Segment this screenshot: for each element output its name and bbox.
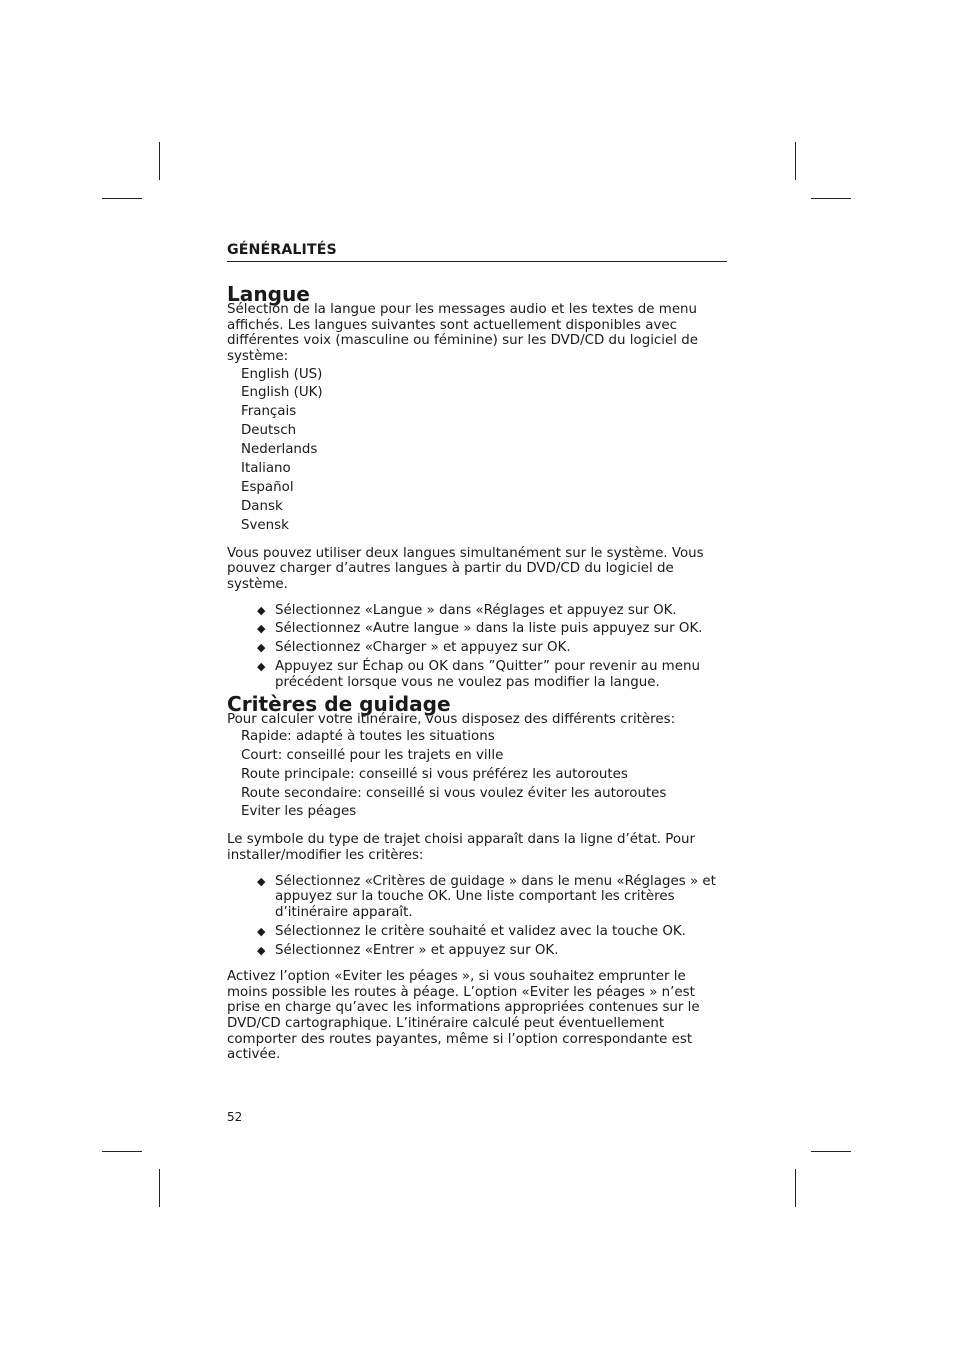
langue-intro: Sélection de la langue pour les messages audio et les textes de menu affichés. Les langues suivantes sont actuellement disponibles avec différentes voix (masculine ou féminine) sur les DVD/CD du logiciel de système: [227, 302, 698, 364]
criteres-steps [227, 874, 727, 959]
list-item: Italiano [241, 461, 291, 477]
list-item: Court: conseillé pour les trajets en ville [241, 747, 504, 763]
bullet-step-text: Sélectionnez «Critères de guidage » dans le menu «Réglages » et appuyez sur la touche OK. Une liste comportant les critères d’itinéraire apparaît. [275, 873, 716, 920]
page-number: 52 [227, 1110, 243, 1124]
list-item: Rapide: adapté à toutes les situations [241, 728, 495, 744]
section-heading-criteres: Critères de guidage [227, 691, 451, 716]
list-item: English (US) [241, 366, 323, 382]
diamond-bullet-icon: ◆ [257, 660, 266, 674]
bullet-step-text: Sélectionnez «Charger » et appuyez sur OK. [275, 640, 571, 656]
criteres-intro: Pour calculer votre itinéraire, vous disposez des différents critères: [227, 712, 676, 728]
bullet-step [257, 873, 727, 921]
list-item: Deutsch [241, 423, 297, 439]
list-item: Nederlands [241, 442, 318, 458]
page-title: GÉNÉRALITÉS [227, 243, 727, 262]
diamond-bullet-icon: ◆ [257, 603, 266, 617]
language-list [227, 366, 727, 536]
criteria-list [227, 728, 727, 823]
list-item: Route secondaire: conseillé si vous voulez éviter les autoroutes [241, 785, 667, 801]
crop-mark [159, 142, 160, 180]
list-item: Español [241, 480, 294, 495]
diamond-bullet-icon: ◆ [257, 622, 266, 636]
diamond-bullet-icon: ◆ [257, 943, 266, 957]
diamond-bullet-icon: ◆ [257, 874, 266, 888]
crop-mark [811, 198, 851, 199]
crop-mark [795, 1169, 796, 1207]
bullet-step [257, 923, 727, 940]
bullet-step-text: Sélectionnez «Autre langue » dans la liste puis appuyez sur OK. [275, 621, 703, 637]
bullet-step [257, 659, 727, 691]
criteres-closing: Activez l’option «Eviter les péages », si vous souhaitez emprunter le moins possible les routes à péage. L’option «Eviter les péages » n’est prise en charge qu’avec les informations appropriées contenues sur le DVD/CD cartographique. L’itinéraire calculé peut éventuellement comporter des routes payantes, même si l’option correspondante est activée. [227, 969, 700, 1063]
bullet-step [257, 640, 727, 656]
bullet-step-text: Sélectionnez le critère souhaité et validez avec la touche OK. [275, 923, 686, 939]
crop-mark [811, 1151, 851, 1152]
bullet-step [257, 602, 727, 619]
list-item: Svensk [241, 517, 289, 533]
crop-mark [159, 1169, 160, 1207]
section-heading-langue: Langue [227, 281, 310, 306]
list-item: English (UK) [241, 385, 323, 401]
list-item: Français [241, 404, 297, 420]
bullet-step [257, 942, 727, 959]
criteres-paragraph: Le symbole du type de trajet choisi apparaît dans la ligne d’état. Pour installer/modifier les critères: [227, 832, 695, 863]
langue-steps [227, 603, 727, 691]
bullet-step-text: Appuyez sur Échap ou OK dans ”Quitter” pour revenir au menu précédent lorsque vous ne voulez pas modifier la langue. [275, 659, 700, 691]
bullet-step-text: Sélectionnez «Entrer » et appuyez sur OK. [275, 942, 559, 958]
list-item: Dansk [241, 498, 283, 514]
bullet-step [257, 621, 727, 637]
list-item: Route principale: conseillé si vous préférez les autoroutes [241, 766, 628, 782]
diamond-bullet-icon: ◆ [257, 641, 266, 655]
crop-mark [795, 142, 796, 180]
bullet-step-text: Sélectionnez «Langue » dans «Réglages et appuyez sur OK. [275, 602, 677, 618]
crop-mark [102, 198, 142, 199]
diamond-bullet-icon: ◆ [257, 924, 266, 938]
list-item: Eviter les péages [241, 804, 357, 820]
langue-paragraph: Vous pouvez utiliser deux langues simultanément sur le système. Vous pouvez charger d’autres langues à partir du DVD/CD du logiciel de système. [227, 545, 704, 592]
crop-mark [102, 1151, 142, 1152]
page-content [227, 243, 727, 1063]
